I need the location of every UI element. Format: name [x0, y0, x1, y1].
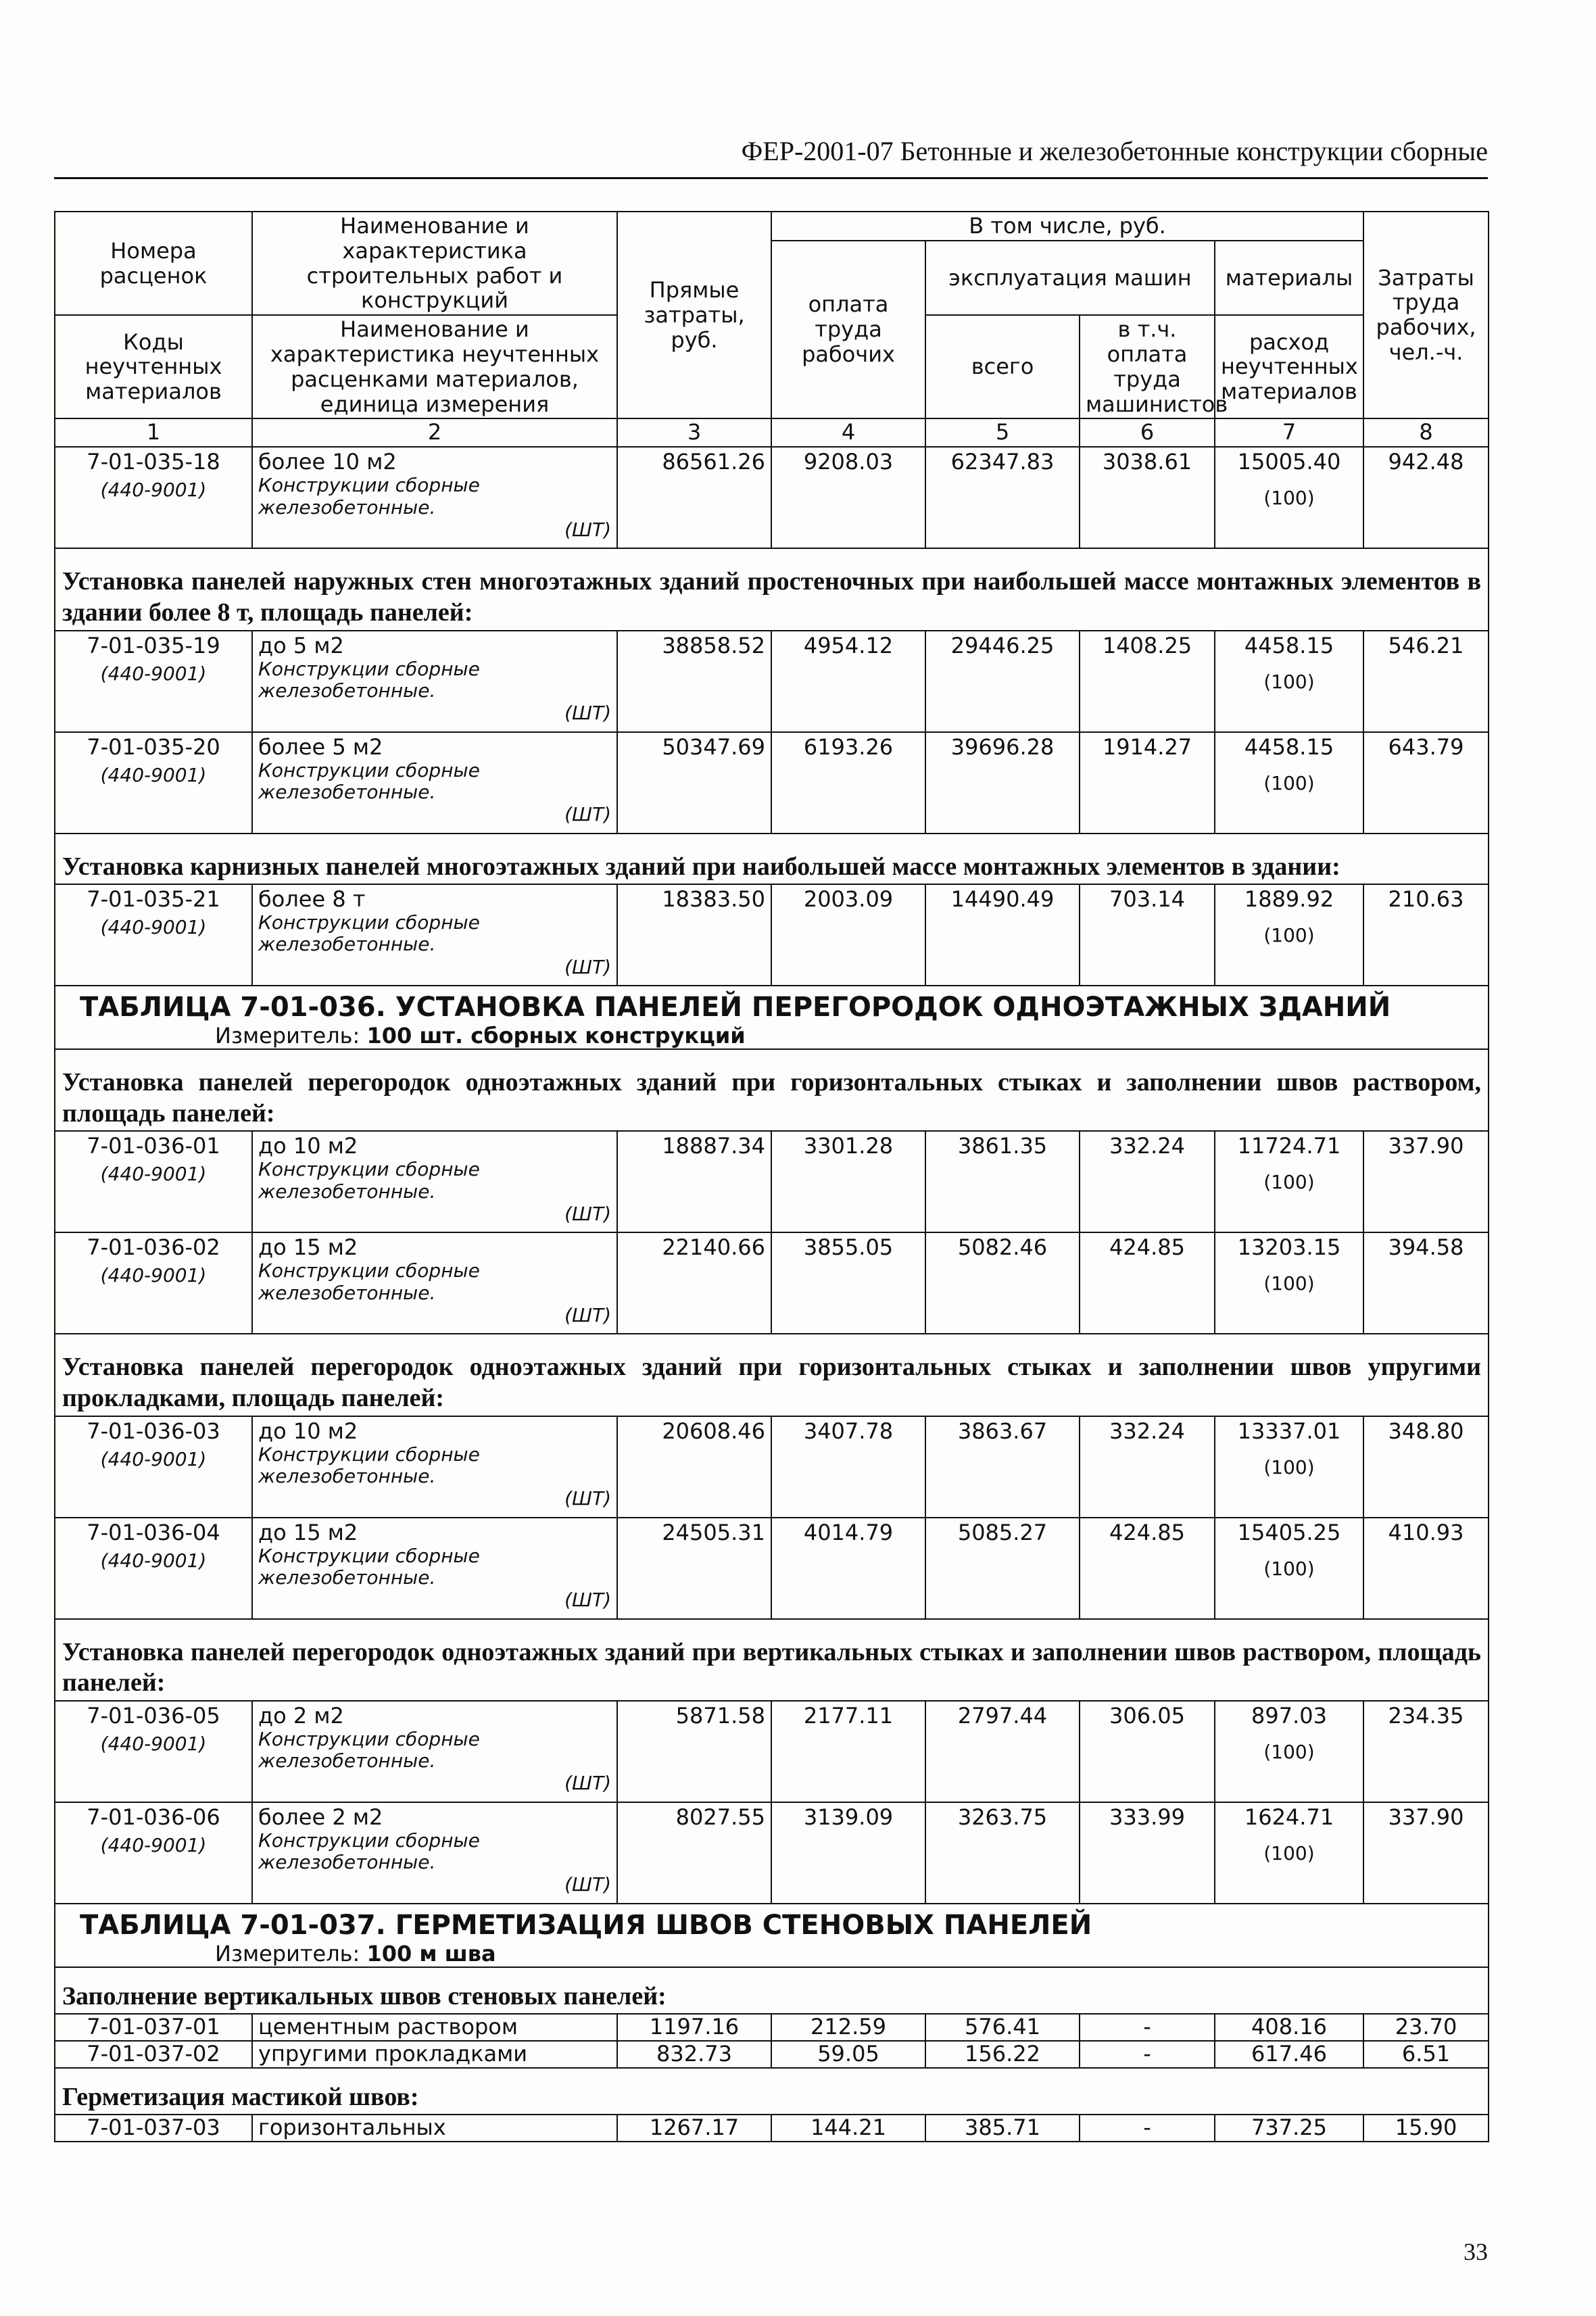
- cell-qty: (100): [1263, 1272, 1315, 1295]
- cell-hours: 348.80: [1363, 1416, 1489, 1518]
- cell-direct: 50347.69: [617, 732, 771, 834]
- cell-mach-labor: 332.24: [1080, 1416, 1215, 1518]
- cell-direct: 18383.50: [617, 884, 771, 986]
- cell-mach: 62347.83: [925, 447, 1080, 548]
- section-heading: Герметизация мастикой швов:: [55, 2068, 1489, 2115]
- col-num-7: 7: [1215, 418, 1363, 447]
- cell-mat: 11724.71: [1237, 1133, 1341, 1159]
- cell-mat: 1624.71: [1244, 1804, 1334, 1830]
- section-heading: Заполнение вертикальных швов стеновых панелей:: [55, 1967, 1489, 2015]
- row-name: упругими прокладками: [252, 2041, 617, 2068]
- cell-mach: 385.71: [925, 2115, 1080, 2142]
- cell-mach-labor: 1408.25: [1080, 631, 1215, 732]
- row-code: 7-01-036-02: [87, 1234, 220, 1261]
- cell-direct: 22140.66: [617, 1232, 771, 1334]
- row-unit: (ШТ): [564, 518, 611, 541]
- cell-mach-labor: 3038.61: [1080, 447, 1215, 548]
- row-name: до 5 м2: [258, 632, 344, 658]
- col-num-3: 3: [617, 418, 771, 447]
- res-code: (440-9001): [100, 1833, 207, 1856]
- cell-direct: 24505.31: [617, 1518, 771, 1619]
- col-name-header: Наименование и характеристика строительных работ и конструкций: [252, 212, 617, 315]
- row-name: до 10 м2: [258, 1418, 358, 1444]
- res-code: (440-9001): [100, 1447, 207, 1470]
- cell-mach-labor: 333.99: [1080, 1802, 1215, 1904]
- row-material: Конструкции сборные железобетонные.: [258, 1158, 480, 1203]
- col-code-header: Номера расценок: [55, 212, 252, 315]
- cell-labor: 3855.05: [771, 1232, 925, 1334]
- cell-hours: 942.48: [1363, 447, 1489, 548]
- cell-mach-labor: 424.85: [1080, 1232, 1215, 1334]
- cell-mach: 3863.67: [925, 1416, 1080, 1518]
- res-code: (440-9001): [100, 916, 207, 939]
- col-incl-header: В том числе, руб.: [771, 212, 1363, 241]
- row-material: Конструкции сборные железобетонные.: [258, 1829, 480, 1873]
- cell-direct: 20608.46: [617, 1416, 771, 1518]
- header-rule: [54, 177, 1488, 179]
- row-code: 7-01-036-06: [87, 1804, 220, 1830]
- cell-labor: 212.59: [771, 2014, 925, 2041]
- section-heading: Установка панелей наружных стен многоэтажных зданий простеночных при наибольшей массе монтажных элементов в здании более 8 т, площадь панелей:: [55, 548, 1489, 630]
- table-row: [55, 2115, 1489, 2142]
- cell-qty: (100): [1263, 487, 1315, 510]
- cell-labor: 2177.11: [771, 1701, 925, 1802]
- cell-mach: 39696.28: [925, 732, 1080, 834]
- row-unit: (ШТ): [564, 1202, 611, 1225]
- cell-labor: 4014.79: [771, 1518, 925, 1619]
- cell-mach-labor: -: [1080, 2014, 1215, 2041]
- cell-qty: (100): [1263, 1557, 1315, 1580]
- cell-mat: 737.25: [1215, 2115, 1363, 2142]
- cell-labor: 4954.12: [771, 631, 925, 732]
- page-number: 33: [1464, 2238, 1488, 2265]
- cell-mach: 29446.25: [925, 631, 1080, 732]
- table-row: [55, 447, 1489, 548]
- row-material: Конструкции сборные железобетонные.: [258, 1544, 480, 1589]
- col-num-8: 8: [1363, 418, 1489, 447]
- row-code: 7-01-036-03: [87, 1418, 220, 1444]
- section-heading: Установка панелей перегородок одноэтажных зданий при вертикальных стыках и заполнении швов раствором, площадь панелей:: [55, 1619, 1489, 1701]
- col-direct-header: Прямые затраты, руб.: [617, 212, 771, 418]
- cell-mat: 408.16: [1215, 2014, 1363, 2041]
- res-code: (440-9001): [100, 1264, 207, 1287]
- col-code2-header: Коды неучтенных материалов: [55, 315, 252, 418]
- cell-direct: 5871.58: [617, 1701, 771, 1802]
- cell-labor: 3407.78: [771, 1416, 925, 1518]
- cell-hours: 410.93: [1363, 1518, 1489, 1619]
- measure-value: 100 шт. сборных конструкций: [366, 1023, 746, 1049]
- cell-mach: 2797.44: [925, 1701, 1080, 1802]
- col-hours-header: Затраты труда рабочих, чел.-ч.: [1363, 212, 1489, 418]
- header-row: [55, 212, 1489, 241]
- cell-mat: 617.46: [1215, 2041, 1363, 2068]
- res-code: (440-9001): [100, 662, 207, 685]
- cell-labor: 3301.28: [771, 1131, 925, 1232]
- measure-value: 100 м шва: [366, 1940, 496, 1967]
- cell-direct: 18887.34: [617, 1131, 771, 1232]
- rates-table: [54, 211, 1489, 2142]
- cell-mach: 5085.27: [925, 1518, 1080, 1619]
- cell-mat: 15005.40: [1237, 449, 1341, 475]
- cell-mach: 156.22: [925, 2041, 1080, 2068]
- row-code: 7-01-035-20: [87, 733, 220, 760]
- cell-direct: 38858.52: [617, 631, 771, 732]
- cell-mach-labor: 332.24: [1080, 1131, 1215, 1232]
- table-row: [55, 2014, 1489, 2041]
- cell-qty: (100): [1263, 1455, 1315, 1478]
- table-title: ТАБЛИЦА 7-01-036. УСТАНОВКА ПАНЕЛЕЙ ПЕРЕГОРОДОК ОДНОЭТАЖНЫХ ЗДАНИЙ: [80, 992, 1391, 1023]
- row-code: 7-01-037-03: [55, 2115, 252, 2142]
- cell-mach-labor: 703.14: [1080, 884, 1215, 986]
- col-mat-header: материалы: [1215, 241, 1363, 315]
- cell-labor: 59.05: [771, 2041, 925, 2068]
- res-code: (440-9001): [100, 1549, 207, 1572]
- table-row: [55, 1416, 1489, 1518]
- cell-mach-labor: 424.85: [1080, 1518, 1215, 1619]
- row-code: 7-01-037-01: [55, 2014, 252, 2041]
- row-name: до 15 м2: [258, 1519, 358, 1545]
- section-heading: Установка панелей перегородок одноэтажных зданий при горизонтальных стыках и заполнении швов раствором, площадь панелей:: [55, 1049, 1489, 1131]
- cell-qty: (100): [1263, 771, 1315, 794]
- row-unit: (ШТ): [564, 701, 611, 724]
- col-num-1: 1: [55, 418, 252, 447]
- cell-hours: 643.79: [1363, 732, 1489, 834]
- row-name: более 5 м2: [258, 733, 383, 760]
- cell-mach-labor: 306.05: [1080, 1701, 1215, 1802]
- cell-hours: 234.35: [1363, 1701, 1489, 1802]
- cell-direct: 86561.26: [617, 447, 771, 548]
- cell-mach: 14490.49: [925, 884, 1080, 986]
- row-code: 7-01-036-01: [87, 1133, 220, 1159]
- row-unit: (ШТ): [564, 1303, 611, 1326]
- row-code: 7-01-035-21: [87, 886, 220, 913]
- cell-mach-labor: -: [1080, 2041, 1215, 2068]
- cell-hours: 394.58: [1363, 1232, 1489, 1334]
- cell-mach: 3263.75: [925, 1802, 1080, 1904]
- col-num-5: 5: [925, 418, 1080, 447]
- cell-mach: 5082.46: [925, 1232, 1080, 1334]
- row-material: Конструкции сборные железобетонные.: [258, 474, 480, 518]
- cell-mat: 13203.15: [1237, 1234, 1341, 1261]
- row-unit: (ШТ): [564, 955, 611, 978]
- table-row: [55, 631, 1489, 732]
- cell-labor: 3139.09: [771, 1802, 925, 1904]
- table-row: [55, 1701, 1489, 1802]
- row-material: Конструкции сборные железобетонные.: [258, 1443, 480, 1487]
- measure-label: Измеритель:: [215, 1023, 360, 1049]
- measure-label: Измеритель:: [215, 1940, 360, 1967]
- row-code: 7-01-035-19: [87, 632, 220, 658]
- cell-qty: (100): [1263, 670, 1315, 693]
- cell-qty: (100): [1263, 1740, 1315, 1763]
- cell-mach: 576.41: [925, 2014, 1080, 2041]
- cell-labor: 9208.03: [771, 447, 925, 548]
- cell-hours: 337.90: [1363, 1802, 1489, 1904]
- row-material: Конструкции сборные железобетонные.: [258, 1727, 480, 1772]
- row-material: Конструкции сборные железобетонные.: [258, 1259, 480, 1304]
- cell-mach-labor: -: [1080, 2115, 1215, 2142]
- col-mach-labor-header: в т.ч. оплата труда машинистов: [1080, 315, 1215, 418]
- cell-qty: (100): [1263, 1841, 1315, 1864]
- row-name: горизонтальных: [252, 2115, 617, 2142]
- row-unit: (ШТ): [564, 1588, 611, 1611]
- cell-qty: (100): [1263, 924, 1315, 947]
- col-num-2: 2: [252, 418, 617, 447]
- res-code: (440-9001): [100, 479, 207, 502]
- row-name: более 2 м2: [258, 1804, 383, 1830]
- row-name: цементным раствором: [252, 2014, 617, 2041]
- row-name: более 10 м2: [258, 449, 397, 475]
- cell-hours: 15.90: [1363, 2115, 1489, 2142]
- row-name: до 2 м2: [258, 1702, 344, 1729]
- column-numbers-row: [55, 418, 1489, 447]
- res-code: (440-9001): [100, 1163, 207, 1186]
- table-row: [55, 1518, 1489, 1619]
- cell-labor: 144.21: [771, 2115, 925, 2142]
- row-unit: (ШТ): [564, 1873, 611, 1896]
- row-material: Конструкции сборные железобетонные.: [258, 657, 480, 702]
- table-row: [55, 884, 1489, 986]
- cell-hours: 210.63: [1363, 884, 1489, 986]
- res-code: (440-9001): [100, 1732, 207, 1755]
- cell-qty: (100): [1263, 1171, 1315, 1194]
- row-unit: (ШТ): [564, 1772, 611, 1795]
- row-code: 7-01-035-18: [87, 449, 220, 475]
- cell-labor: 6193.26: [771, 732, 925, 834]
- table-title: ТАБЛИЦА 7-01-037. ГЕРМЕТИЗАЦИЯ ШВОВ СТЕНОВЫХ ПАНЕЛЕЙ: [80, 1909, 1092, 1941]
- col-name2-header: Наименование и характеристика неучтенных расценками материалов, единица измерения: [252, 315, 617, 418]
- col-mach-header: эксплуатация машин: [925, 241, 1215, 315]
- cell-hours: 337.90: [1363, 1131, 1489, 1232]
- table-row: [55, 1131, 1489, 1232]
- cell-mat: 4458.15: [1244, 632, 1334, 658]
- cell-mach: 3861.35: [925, 1131, 1080, 1232]
- res-code: (440-9001): [100, 763, 207, 786]
- cell-mat: 897.03: [1251, 1702, 1327, 1729]
- row-code: 7-01-037-02: [55, 2041, 252, 2068]
- cell-hours: 546.21: [1363, 631, 1489, 732]
- col-labor-header: оплата труда рабочих: [771, 241, 925, 419]
- cell-hours: 23.70: [1363, 2014, 1489, 2041]
- col-mach-total-header: всего: [925, 315, 1080, 418]
- section-heading: Установка панелей перегородок одноэтажных зданий при горизонтальных стыках и заполнении швов упругими прокладками, площадь панелей:: [55, 1334, 1489, 1416]
- row-unit: (ШТ): [564, 1487, 611, 1510]
- cell-mat: 4458.15: [1244, 733, 1334, 760]
- row-name: до 15 м2: [258, 1234, 358, 1261]
- table-row: [55, 1802, 1489, 1904]
- col-mat-unused-header: расход неучтенных материалов: [1215, 315, 1363, 418]
- table-row: [55, 732, 1489, 834]
- row-code: 7-01-036-05: [87, 1702, 220, 1729]
- table-row: [55, 2041, 1489, 2068]
- row-unit: (ШТ): [564, 802, 611, 825]
- section-heading: Установка карнизных панелей многоэтажных зданий при наибольшей массе монтажных элементов в здании:: [55, 834, 1489, 885]
- row-material: Конструкции сборные железобетонные.: [258, 758, 480, 803]
- cell-direct: 1267.17: [617, 2115, 771, 2142]
- row-name: более 8 т: [258, 886, 366, 913]
- cell-mat: 13337.01: [1237, 1418, 1341, 1444]
- col-num-6: 6: [1080, 418, 1215, 447]
- row-code: 7-01-036-04: [87, 1519, 220, 1545]
- col-num-4: 4: [771, 418, 925, 447]
- cell-mat: 1889.92: [1244, 886, 1334, 913]
- row-name: до 10 м2: [258, 1133, 358, 1159]
- row-material: Конструкции сборные железобетонные.: [258, 911, 480, 956]
- cell-direct: 8027.55: [617, 1802, 771, 1904]
- cell-mach-labor: 1914.27: [1080, 732, 1215, 834]
- cell-direct: 832.73: [617, 2041, 771, 2068]
- table-row: [55, 1232, 1489, 1334]
- cell-labor: 2003.09: [771, 884, 925, 986]
- cell-mat: 15405.25: [1237, 1519, 1341, 1545]
- page-header: ФЕР-2001-07 Бетонные и железобетонные конструкции сборные: [741, 136, 1488, 166]
- cell-hours: 6.51: [1363, 2041, 1489, 2068]
- cell-direct: 1197.16: [617, 2014, 771, 2041]
